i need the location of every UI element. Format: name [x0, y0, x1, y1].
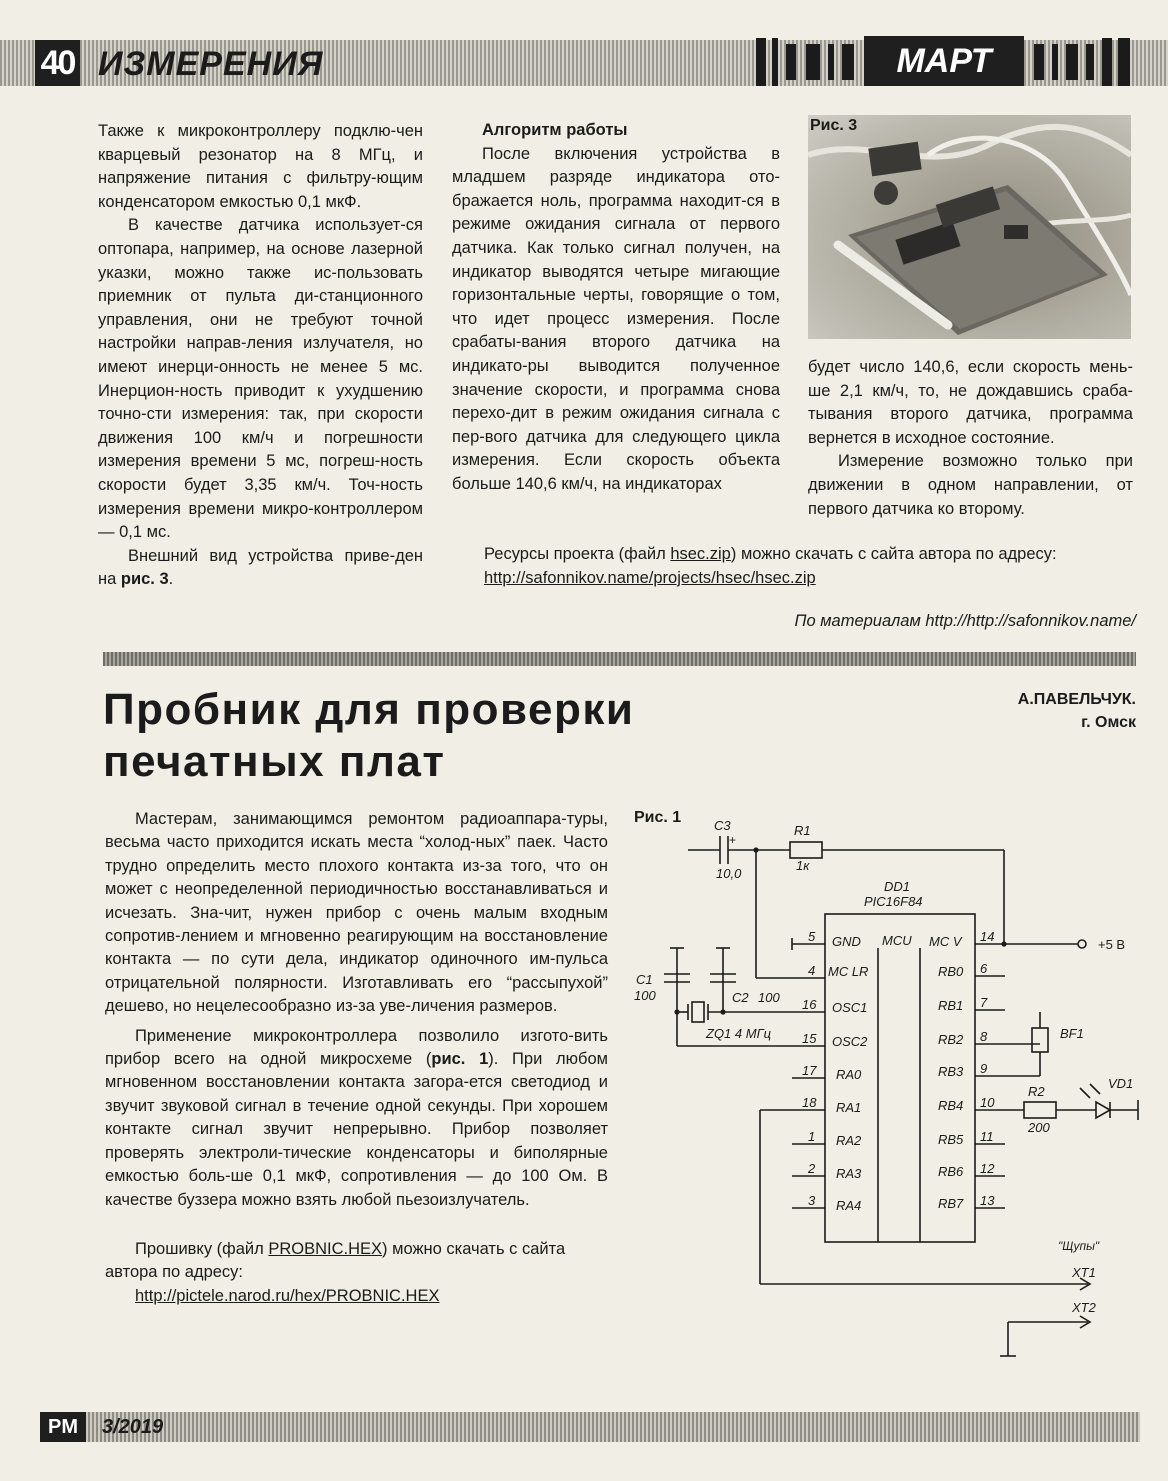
c2-label: C2 — [732, 990, 749, 1005]
article1-column2 — [452, 119, 780, 497]
pin-number: 16 — [802, 997, 817, 1012]
pin-number: 8 — [980, 1029, 988, 1044]
magazine-logo: PM — [40, 1412, 86, 1442]
pin-number: 9 — [980, 1061, 988, 1076]
article1-column3 — [808, 356, 1133, 521]
xt2-label: XT2 — [1072, 1300, 1096, 1315]
article-separator — [103, 652, 1136, 666]
pin-name: RB1 — [938, 998, 964, 1013]
article1-col1-paragraph: Также к микроконтроллеру подклю-чен кварцевый резонатор на 8 МГц, и напряжение питания с фильтру-ющим конденсатором емкостью 0,1 мкФ. — [98, 122, 423, 211]
pin-name: RA2 — [836, 1133, 862, 1148]
pin-name: RA1 — [836, 1100, 862, 1115]
zq1-label: ZQ1 4 МГц — [706, 1026, 772, 1041]
device-photo — [808, 115, 1131, 339]
pin-number: 15 — [802, 1031, 817, 1046]
supply-label: +5 В — [1098, 937, 1126, 952]
article1-col2-paragraph: После включения устройства в младшем разряде индикатора ото-бражается ноль, программа находит-ся в режиме ожидания сигнала от первого датчика. Как только сигнал получен, на индикатор выводятся четыре мигающие горизонтальные черты, говорящие о том, что идет процесс измерения. После срабаты-вания второго датчика на индикато-ры выводится полученное значение скорости, и программа снова перехо-дит в режим ожидания сигнала с пер-вого датчика для следующего цикла измерения. Если скорость объекта больше 140,6 км/ч, на индикаторах — [452, 144, 780, 493]
source-credit: По материалам http://http://safonnikov.name/ — [794, 612, 1136, 630]
issue-number: 3/2019 — [102, 1416, 164, 1438]
month-label: МАРТ — [864, 36, 1024, 86]
pin-name: MC LR — [828, 964, 869, 979]
firmware-file-link[interactable]: PROBNIC.HEX — [268, 1239, 383, 1258]
article2-paragraph: Применение микроконтроллера позволило изгото-вить прибор всего на одной микросхеме (рис. 1). При любом мгновенном восстановлении контакта загора-ется светодиод и звучит звуковой сигнал в течение одной секунды. При хорошем контакте сигнал звучит непрерывно. Прибор позволяет проверять электроли-тические конденсаторы и биполярные емкостью боль-ше 0,1 мкФ, сопротивления — до 100 Ом. В качестве буззера можно взять любой пьезоизлучатель. — [105, 1026, 608, 1209]
fig3-label: Рис. 3 — [810, 117, 858, 134]
pin-name: RB2 — [938, 1032, 964, 1047]
pin-number: 17 — [802, 1063, 817, 1078]
resources-url-link[interactable]: http://safonnikov.name/projects/hsec/hsec.zip — [484, 568, 816, 587]
c1-value: 100 — [634, 988, 656, 1003]
article2-byline — [1018, 688, 1136, 734]
mcu-label: MCU — [882, 933, 912, 948]
pin-number: 3 — [808, 1193, 816, 1208]
r1-value: 1к — [796, 858, 810, 873]
pin-number: 18 — [802, 1095, 817, 1110]
firmware-text: Прошивку (файл PROBNIC.HEX) можно скачать с сайта автора по адресу: — [105, 1239, 566, 1282]
pin-number: 13 — [980, 1193, 995, 1208]
pin-name: GND — [832, 934, 861, 949]
pin-name: RB3 — [938, 1064, 964, 1079]
article2-title-line1: Пробник для проверки — [103, 685, 635, 734]
circuit-schematic — [620, 798, 1160, 1368]
author-city: г. Омск — [1081, 714, 1136, 731]
article2-paragraph: Мастерам, занимающимся ремонтом радиоаппара-туры, весьма часто приходится искать места “холод-ных” паек. Часто трудно определить место плохого контакта из-за того, что он может с неопределенной периодичностью восстанавливаться и исчезать. Зна-чит, нужен прибор с очень малым входным сопротив-лением и мгновенно реагирующим на восстановление контакта — по сути дела, индикатор одиночного им-пульса отрицательной полярности. Изготавливать его “рассыпухой” дешево, но нецелесообразно из-за уве-личения размеров. — [105, 810, 608, 1016]
pin-number: 2 — [808, 1161, 816, 1176]
article1-col1-last-paragraph: Внешний вид устройства приве-ден на рис. 3. — [98, 546, 423, 589]
pin-name: RB4 — [938, 1098, 964, 1113]
xt1-label: XT1 — [1072, 1265, 1096, 1280]
c1-label: C1 — [636, 972, 653, 987]
pin-name: RA3 — [836, 1166, 862, 1181]
pin-name: OSC2 — [832, 1034, 868, 1049]
pin-number: 5 — [808, 929, 816, 944]
pin-number: 7 — [980, 995, 988, 1010]
c3-label: C3 — [714, 818, 731, 833]
pin-number: 14 — [980, 929, 995, 944]
article1-col1-paragraph: В качестве датчика использует-ся оптопара, например, на основе лазерной указки, можно также ис-пользовать приемник от пульта ди-станционного управления, они не требуют точной настройки направ-ления излучателя, но имеют инерци-онность не менее 5 мс. Инерцион-ность приводит к ухудшению точно-сти измерения: так, при скорости движения 100 км/ч и погрешности измерения времени 5 мс, погреш-ность скорости будет 3,35 км/ч. Точ-ность измерения времени микро-контроллером — 0,1 мс. — [98, 216, 423, 542]
algorithm-heading: Алгоритм работы — [482, 121, 628, 139]
bf1-label: BF1 — [1060, 1026, 1084, 1041]
fig3-reference: рис. 3 — [120, 570, 169, 589]
footer-band — [40, 1412, 1140, 1442]
r2-value: 200 — [1028, 1120, 1050, 1135]
pin-name: RB0 — [938, 964, 964, 979]
pin-number: 11 — [980, 1129, 994, 1144]
c3-value: 10,0 — [716, 866, 742, 881]
pin-name: RB7 — [938, 1196, 964, 1211]
article2-title — [103, 684, 634, 788]
dd1-part: PIC16F84 — [864, 894, 923, 909]
section-title: ИЗМЕРЕНИЯ — [98, 45, 324, 83]
author-name: А.ПАВЕЛЬЧУК. — [1017, 691, 1136, 708]
pin-name: MC V — [929, 934, 962, 949]
resources-file-link[interactable]: hsec.zip — [670, 545, 731, 563]
fig1-reference: рис. 1 — [431, 1050, 489, 1069]
article1-col3-paragraph: Измерение возможно только при движении в одном направлении, от первого датчика ко второму. — [808, 452, 1133, 518]
pin-name: RB5 — [938, 1132, 964, 1147]
pin-number: 6 — [980, 961, 988, 976]
pin-name: OSC1 — [832, 1000, 868, 1015]
article2-body — [105, 808, 608, 1308]
dd1-label: DD1 — [884, 879, 911, 894]
pin-name: RB6 — [938, 1164, 964, 1179]
firmware-url-link[interactable]: http://pictele.narod.ru/hex/PROBNIC.HEX — [135, 1286, 440, 1305]
vd1-label: VD1 — [1108, 1076, 1134, 1091]
article1-column1 — [98, 120, 423, 592]
article2-title-line2: печатных плат — [103, 737, 446, 786]
article1-col3-paragraph: будет число 140,6, если скорость мень-ше 2,1 км/ч, то, не дождавшись сраба-тывания второго датчика, программа вернется в исходное состояние. — [808, 358, 1133, 447]
pin-number: 4 — [808, 963, 816, 978]
r1-label: R1 — [794, 823, 811, 838]
pin-number: 10 — [980, 1095, 995, 1110]
probes-label: "Щупы" — [1058, 1239, 1100, 1253]
c2-value: 100 — [758, 990, 780, 1005]
page-number: 40 — [35, 40, 80, 86]
pin-number: 12 — [980, 1161, 995, 1176]
pin-number: 1 — [808, 1129, 816, 1144]
pin-name: RA4 — [836, 1198, 862, 1213]
c3-polarity: + — [729, 833, 737, 847]
pin-name: RA0 — [836, 1067, 862, 1082]
resources-block — [484, 543, 1144, 590]
fig1-label: Рис. 1 — [634, 809, 682, 826]
r2-label: R2 — [1028, 1084, 1045, 1099]
device-photo-illustration — [808, 115, 1131, 339]
resources-text: Ресурсы проекта (файл hsec.zip) можно скачать с сайта автора по адресу: — [484, 545, 1057, 563]
